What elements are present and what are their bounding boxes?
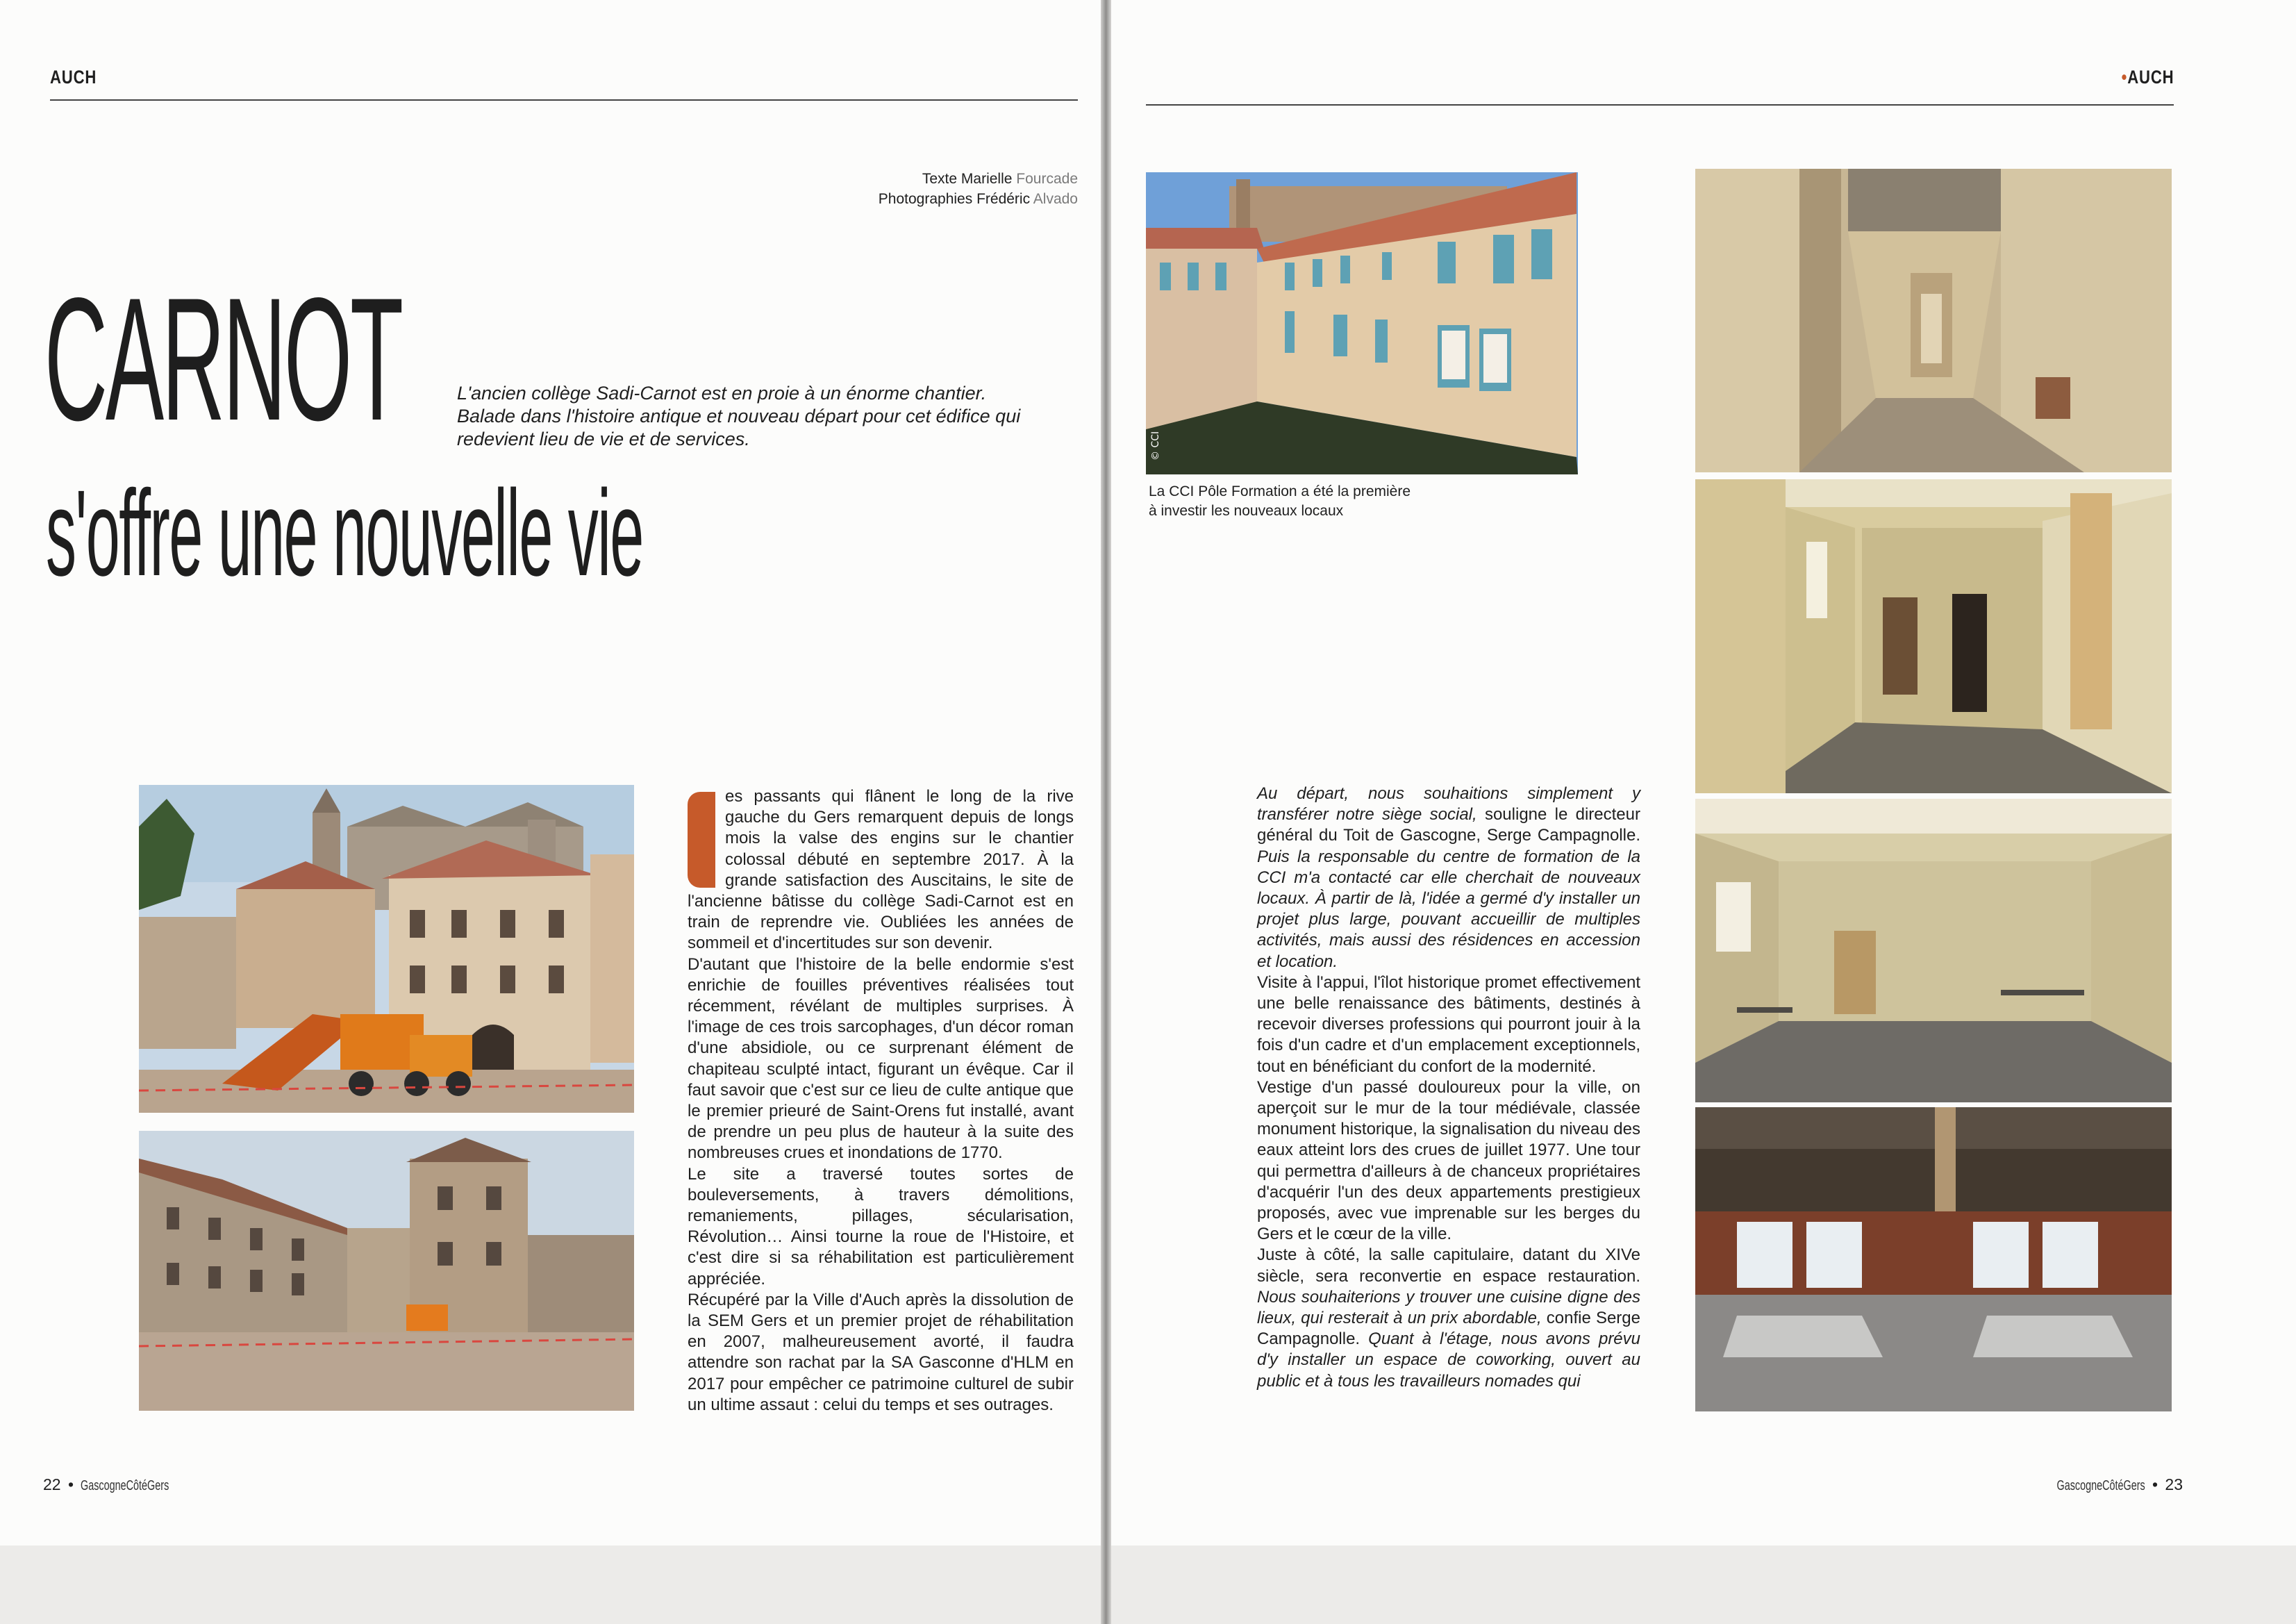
paragraph-4: Récupéré par la Ville d'Auch après la dissolution de la SEM Gers et un premier projet de réhabilitation en 2007, malheureusement avorté, il faudra attendre son rachat par la SA Gasconne d'HLM en 2017 pour empêcher ce patrimoine culturel de subir un ultime assaut : celui du temps et ses outrages.: [688, 1290, 1074, 1414]
photo-cci-building: [1146, 172, 1578, 474]
photo-interior-windows: [1695, 1107, 2172, 1411]
photo-interior-corridor: [1695, 169, 2172, 472]
paragraph-vestige: Vestige d'un passé douloureux pour la ville, on aperçoit sur le mur de la tour médiévale, classée monument historique, la signalisation du niveau des eaux atteint lors des crues de juillet 1977. Une tour qui permettra d'ailleurs à de chanceux propriétaires d'acquérir l'un des deux appartements prestigieux proposés, avec vue imprenable sur les berges du Gers et le cœur de la ville.: [1257, 1077, 1640, 1244]
title-main: CARNOT: [44, 262, 401, 457]
brand-left: GascogneCôtéGers: [81, 1478, 169, 1493]
paragraph-3: Le site a traversé toutes sortes de bouleversements, à travers démolitions, remaniements, pillages, sécularisation, Révolution… Ainsi tourne la roue de l'Histoire, et c'est dire si sa réhabilitation est particulièrement appréciée.: [688, 1164, 1074, 1289]
caption-cci-line1: La CCI Pôle Formation a été la première: [1149, 483, 1411, 499]
left-page: [0, 0, 1101, 1546]
running-head-right: •AUCH: [2121, 67, 2174, 88]
caption-cci: [1149, 482, 1411, 521]
page-number-right: 23: [2165, 1475, 2183, 1493]
paragraph-1: es passants qui flânent le long de la rive gauche du Gers remarquent depuis de longs mois la valse des engins sur le chantier colossal débuté en septembre 2017. À la grande satisfaction des Auscitains, le site de l'ancienne bâtisse du collège Sadi-Carnot est en train de reprendre vie. Oubliées les années de sommeil et d'incertitudes sur son devenir.: [688, 787, 1074, 953]
brand-right: GascogneCôtéGers: [2056, 1478, 2145, 1493]
credits: [592, 169, 1078, 209]
body-column-right: [1257, 784, 1640, 1392]
credit-text: Texte Marielle Fourcade: [922, 171, 1078, 187]
paragraph-salle: Juste à côté, la salle capitulaire, datant du XIVe siècle, sera reconvertie en espace restauration. Nous souhaiterions y trouver une cuisine digne des lieux, qui resterait à un prix abordable, confie Serge Campagnolle. Quant à l'étage, nous avons prévu d'y installer un espace de coworking, ouvert au public et à tous les travailleurs nomades qui: [1257, 1245, 1641, 1391]
header-rule-right: [1146, 104, 2174, 106]
body-column-left: [688, 786, 1074, 1416]
title-subtitle: s'offre une nouvelle vie: [46, 465, 643, 602]
folio-left: 22 • GascogneCôtéGers: [43, 1475, 169, 1493]
paragraph-visite: Visite à l'appui, l'îlot historique promet effectivement une belle renaissance des bâtiments, destinés à recevoir diverses professions qui pourront jouir à la fois d'un cadre et d'un emplacement exceptionnels, tout en bénéficiant du confort de la modernité.: [1257, 972, 1640, 1076]
right-page: [1111, 0, 2296, 1546]
credit-photo: Photographies Frédéric Alvado: [878, 191, 1078, 207]
photo-interior-room: [1695, 799, 2172, 1102]
dropcap-L: [688, 792, 715, 888]
paragraph-2: D'autant que l'histoire de la belle endormie s'est enrichie de fouilles préventives réalisées tout récemment, révélant de multiples surprises. À l'image de ces trois sarcophages, d'un décor roman d'une absidiole, ou ce surprenant élément de chapiteau sculpté intact, figurant un évêque. Car il faut savoir que c'est sur ce lieu de culte antique que le premier prieuré de Saint-Orens fut installé, avant de prendre un peu plus de hauteur à la suite des nombreuses crues et inondations de 1770.: [688, 954, 1074, 1163]
photo-courtyard-tower: [139, 1131, 634, 1411]
paragraph-quote-1: Au départ, nous souhaitions simplement y transférer notre siège social, souligne le directeur général du Toit de Gascogne, Serge Campagnolle. Puis la responsable du centre de formation de la CCI m'a contacté car elle cherchait de nouveaux locaux. À partir de là, l'idée a germé d'y installer un projet plus large, pouvant accueillir de multiples activités, mais aussi des résidences en accession et location.: [1257, 784, 1640, 971]
folio-right: GascogneCôtéGers • 23: [2056, 1475, 2183, 1493]
photo-interior-hall: [1695, 479, 2172, 793]
photo-credit-cci: © CCI: [1150, 431, 1161, 461]
header-rule-left: [50, 99, 1078, 101]
photo-street-construction: [139, 785, 634, 1113]
intro-text: L'ancien collège Sadi-Carnot est en proie à un énorme chantier. Balade dans l'histoire antique et nouveau départ pour cet édifice qui redevient lieu de vie et de services.: [457, 383, 1021, 449]
page-number-left: 22: [43, 1475, 61, 1493]
running-head-left: AUCH: [50, 67, 97, 88]
caption-cci-line2: à investir les nouveaux locaux: [1149, 503, 1344, 519]
spine-gutter: [1101, 0, 1111, 1624]
